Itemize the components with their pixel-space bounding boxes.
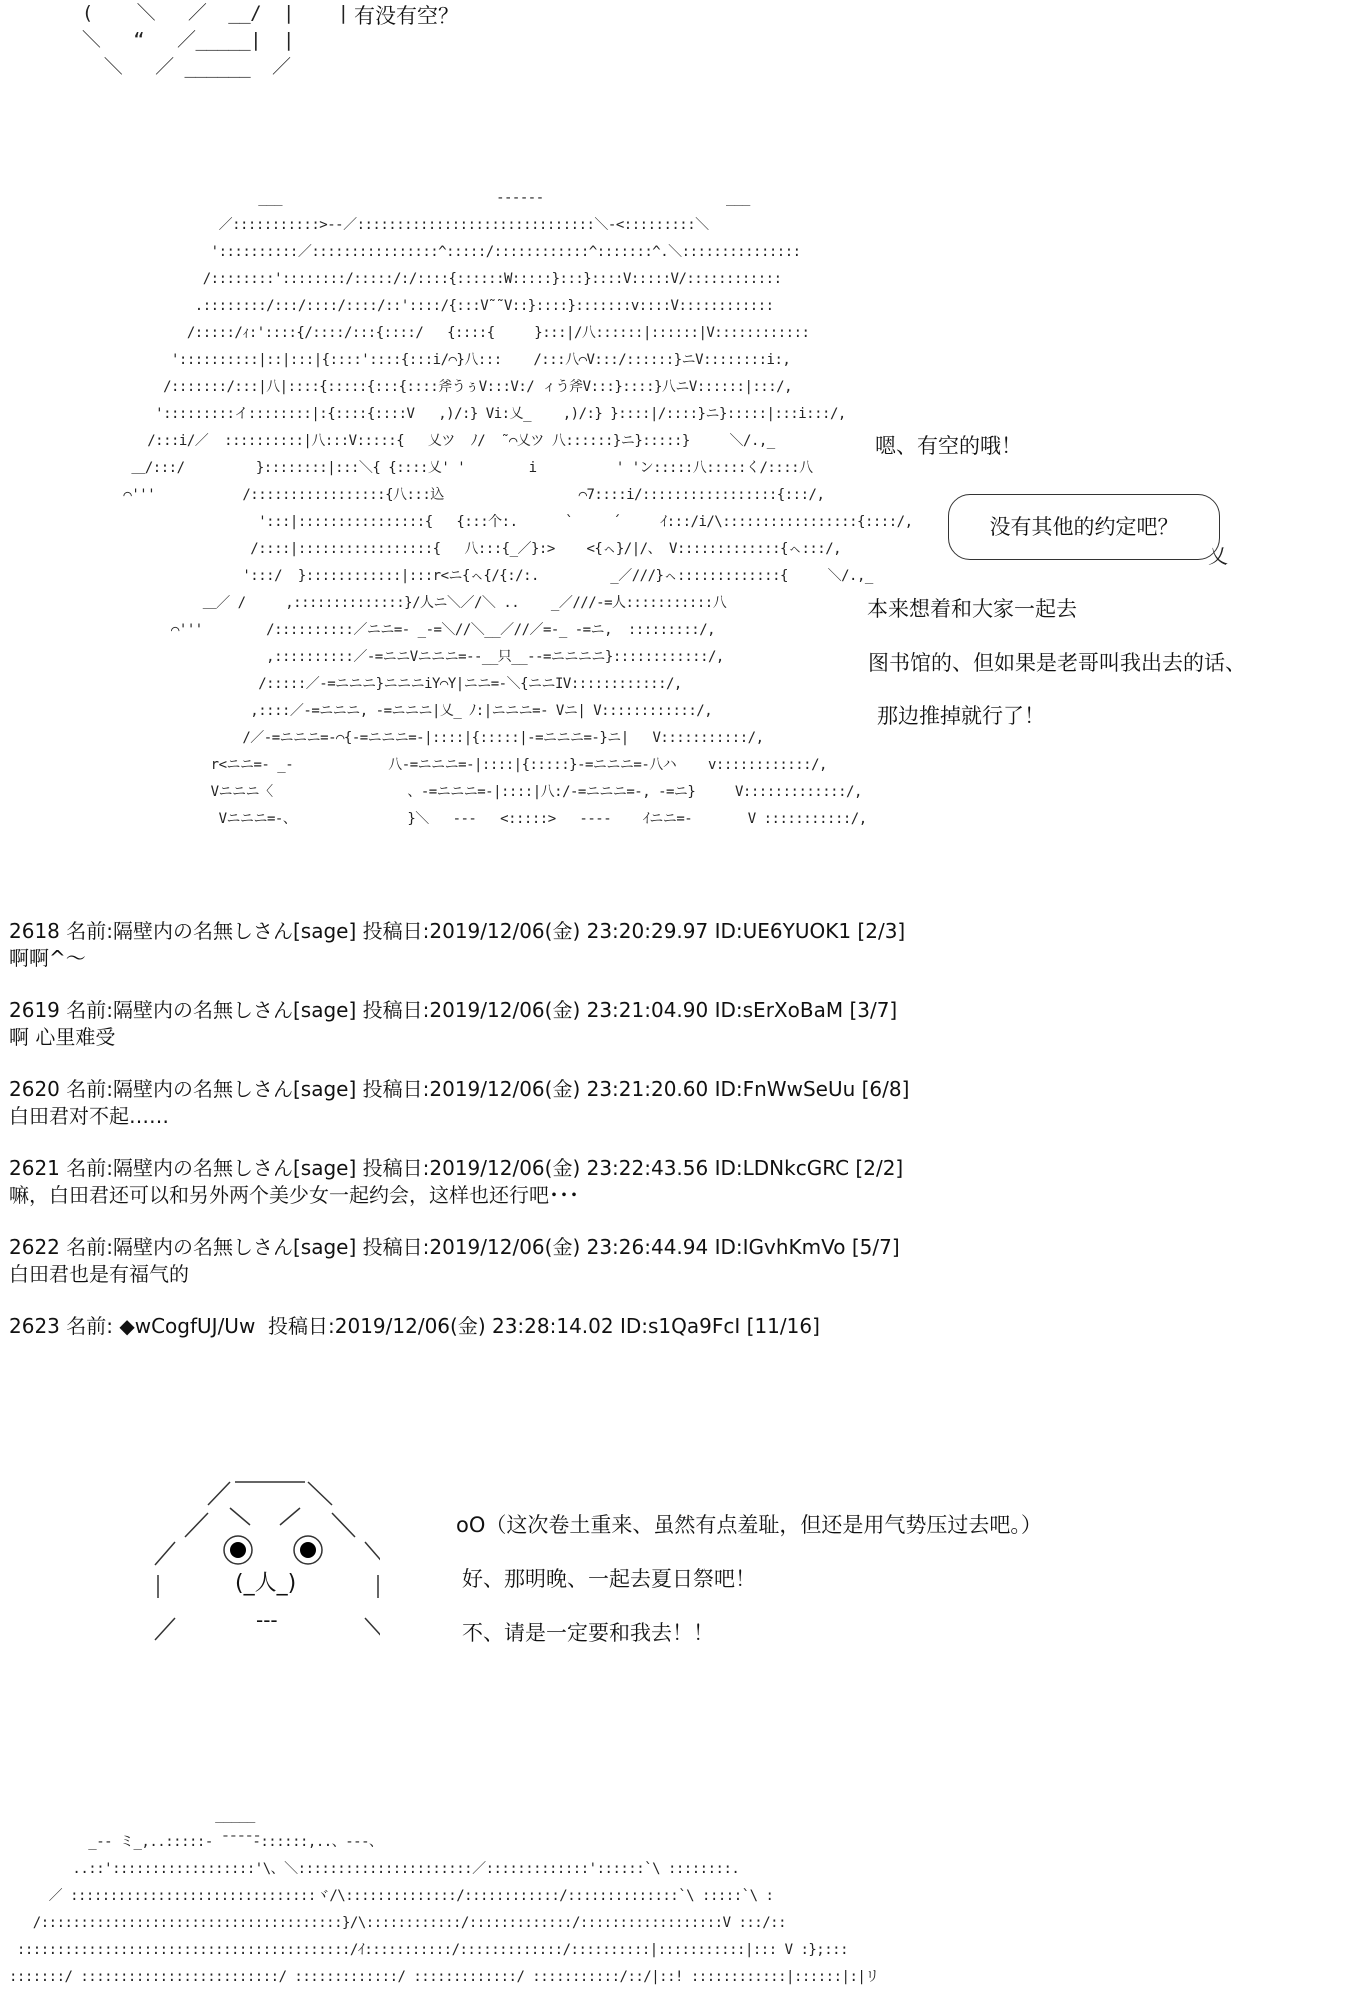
eye-right-icon [294, 1536, 322, 1564]
post-header: 2618 名前:隔壁内の名無しさん[sage] 投稿日:2019/12/06(金) 23:20:29.97 ID:UE6YUOK1 [2/3] [9, 919, 906, 943]
speech-bubble [948, 494, 1220, 560]
post-body: 白田君也是有福气的 [9, 1262, 189, 1286]
post-header: 2622 名前:隔壁内の名無しさん[sage] 投稿日:2019/12/06(金) 23:26:44.94 ID:IGvhKmVo [5/7] [9, 1235, 900, 1259]
speech-line-1: 嗯、有空的哦！ [875, 434, 1022, 458]
face-speech-2: 好、那明晚、一起去夏日祭吧！ [462, 1567, 756, 1591]
post-body: 嘛，白田君还可以和另外两个美少女一起约会，这样也还行吧･･･ [9, 1183, 579, 1207]
face-illustration [150, 1470, 380, 1650]
face-line: --- [256, 1608, 278, 1632]
speech-top: 有没有空？ [354, 4, 459, 28]
ascii-art-bottom: _____ _-- ミ_,..:::::‐ ̄ ̄ ̄ ̄ ̄‐::::::,..、-‐-、 ..::'::::::::::::::::::'\、＼::::::::::::::::::::::／:::::::::::::'::::::`\ ::::::::. ／ :::::::::::::::::::::::::::::::ヾ/\::::::::::::::/::::::::::::/::::::::::::::`\ :::::`\ : /::::::::::::::::::::::::::::::::::::::}/\::::::::::::/:::::::::::::/::::::::::::::::::V :::/:: ::::::::::::::::::::::::::::::::::::::::::/ｲ:::::::::::/:::::::::::::/::::::::::|:::::::::::|::: V :};::: :::::::/ :::::::::::::::::::::::::/ :::::::::::::/ :::::::::::::/ :::::::::::/::/|::! ::::::::::::|::::::|:|リ [9, 1807, 879, 1985]
bubble-text: 没有其他的约定吧？ [989, 515, 1179, 539]
post-item [9, 1234, 1009, 1288]
post-item [9, 997, 1009, 1051]
bubble-tail-icon: 乂 [1208, 544, 1228, 568]
post-header: 2621 名前:隔壁内の名無しさん[sage] 投稿日:2019/12/06(金) 23:22:43.56 ID:LDNkcGRC [2/2] [9, 1156, 904, 1180]
speech-line-2: 本来想着和大家一起去 [867, 597, 1077, 621]
post-body: 啊啊^～ [9, 946, 86, 970]
speech-line-4: 那边推掉就行了！ [877, 704, 1045, 728]
post-header: 2619 名前:隔壁内の名無しさん[sage] 投稿日:2019/12/06(金) 23:21:04.90 ID:sErXoBaM [3/7] [9, 998, 898, 1022]
post-header: 2623 名前: ◆wCogfUJ/Uw 󠀠 投稿日:2019/12/06(金) 23:28:14.02 ID:s1Qa9FcI [11/16] [9, 1314, 820, 1338]
post-item [9, 1155, 1009, 1209]
post-item [9, 1313, 1009, 1340]
post-item [9, 918, 1009, 972]
ascii-art-girl: ___ ------ ___ ／:::::::::::>--／::::::::::::::::::::::::::::::＼-<:::::::::＼ '::::::::::／::::::::::::::::^:::::/::::::::::::^:::::::^.＼::::::::::::::: /::::::::'::::::::/:::::/:/::::{::::::W:::::}:::}::::V:::::V/:::::::::::: .::::::::/:::/::::/::::/::'::::/{:::V˜˜V::}::::}:::::::v::::V:::::::::::: /:::::/ｨ:'::::{/::::/:::{::::/ {::::{ }:::|/八::::::|::::::|V:::::::::::: '::::::::::|::|:::|{::::'::::{:::i/⌒}八::: /:::八⌒V:::/::::::}ニV::::::::i:, /:::::::/:::|八|::::{:::::{:::{::::斧うぅV:::V:/ ィう斧V:::}::::}八ニV::::::|:::/, ':::::::::イ::::::::|:{::::{::::V ,)/:} Vi:乂_ ,)/:} }::::|/::::}ニ}:::::|:::i:::/, /:::i/／ ::::::::::|八:::V:::::{ 乂ツ ﾉ/ ˜⌒乂ツ 八::::::}ニ}:::::} ＼/.,_ ＿/:::/ }::::::::|:::＼{ {::::乂' ' i ' 'ン:::::八:::::く/::::八 ⌒''' /:::::::::::::::::{八:::込 ⌒7::::i/:::::::::::::::::{:::/, ':::|::::::::::::::::{ {:::个:. ` ´ ｲ:::/i/\:::::::::::::::::{::::/, /::::|:::::::::::::::::{ 八:::{_／}:> <{ㇸ}/|/、 V:::::::::::::{ㇸ:::/, ':::/ }::::::::::::|:::r<ニ{ㇸ{/{:/:. _／///}ㇸ:::::::::::::{ ＼/.,_ ＿／ / ,::::::::::::::}/人ニ＼／/＼ .. _／///-=人:::::::::::八 ⌒''' /::::::::::／ニニ=- _-=＼//＼__／//／=-_ -=ニ, :::::::::/, ,::::::::::／-=ニニVニニニ=--__只__--=ニニニニ}::::::::::::/, /:::::／-=ニニニ}ニニニiY⌒Y|ニニ=-＼{ニニIV::::::::::::/, ,::::／-=ニニニ, -=ニニニ|乂_ ﾉ:|ニニニ=- Vニ| V::::::::::::/, /／-=ニニニ=-⌒{-=ニニニ=-|::::|{:::::|-=ニニニ=-}ニ| V:::::::::::/, r<ニニ=- _- 八-=ニニニ=-|::::|{:::::}-=ニニニ=-八ハ v::::::::::::/, Vニニニ〈 、-=ニニニ=-|::::|八:/-=ニニニ=-, -=ニ} V:::::::::::::/, Vニニニ=-、 }＼ --- <:::::> ---- ｲニニ=- V :::::::::::/, [123, 190, 913, 827]
ascii-art-top: ( ＼ ／ __/ | | ＼ “ ／_____| | ＼ ／ ______ ／ [81, 2, 349, 78]
post-list [9, 918, 1009, 1365]
post-body: 白田君对不起…… [9, 1104, 169, 1128]
face-speech-1: oO（这次卷土重来、虽然有点羞耻，但还是用气势压过去吧。） [456, 1513, 1042, 1537]
post-body: 啊 心里难受 [9, 1025, 116, 1049]
post-header: 2620 名前:隔壁内の名無しさん[sage] 投稿日:2019/12/06(金) 23:21:20.60 ID:FnWwSeUu [6/8] [9, 1077, 910, 1101]
face-speech-3: 不、请是一定要和我去！！ [462, 1621, 714, 1645]
face-mouth: (_人_) [235, 1571, 297, 1596]
speech-line-3: 图书馆的、但如果是老哥叫我出去的话、 [868, 651, 1246, 675]
post-item [9, 1076, 1009, 1130]
eye-left-icon [224, 1536, 252, 1564]
